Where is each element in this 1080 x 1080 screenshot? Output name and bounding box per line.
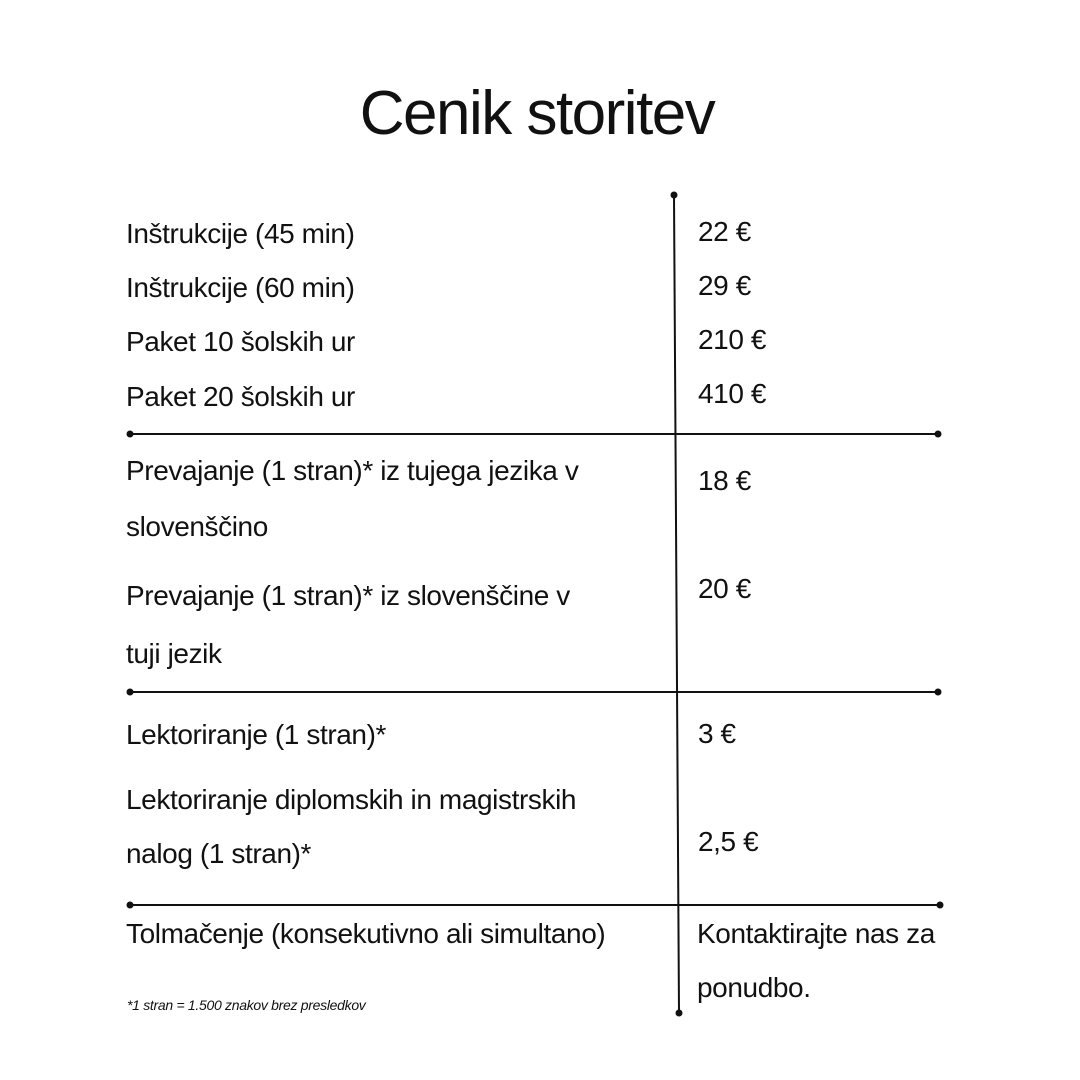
price-value: Kontaktirajte nas za [697,918,935,949]
divider-end-dot [127,902,134,909]
divider-end-dot [935,431,942,438]
price-value: 410 € [698,378,767,409]
vertical-divider [674,195,679,1013]
service-label: tuji jezik [126,638,222,669]
divider-end-dot [676,1010,683,1017]
divider-end-dot [935,689,942,696]
price-value: ponudbo. [697,972,811,1003]
service-label: slovenščino [126,511,268,542]
divider-end-dot [937,902,944,909]
divider-end-dot [127,431,134,438]
divider-end-dot [127,689,134,696]
service-label: Inštrukcije (60 min) [126,272,355,303]
footnote: *1 stran = 1.500 znakov brez presledkov [127,997,366,1013]
service-label: Lektoriranje diplomskih in magistrskih [126,784,577,815]
price-value: 18 € [698,465,751,496]
price-value: 29 € [698,270,751,301]
price-value: 2,5 € [698,826,759,857]
service-label: Tolmačenje (konsekutivno ali simultano) [126,918,606,949]
service-label: Inštrukcije (45 min) [126,218,355,249]
divider-end-dot [671,192,678,199]
service-label: Prevajanje (1 stran)* iz tujega jezika v [126,455,579,486]
service-label: nalog (1 stran)* [126,838,312,869]
service-label: Paket 20 šolskih ur [126,381,355,412]
price-value: 20 € [698,573,751,604]
service-label: Paket 10 šolskih ur [126,326,355,357]
price-value: 3 € [698,718,736,749]
page-title: Cenik storitev [359,79,715,148]
service-label: Prevajanje (1 stran)* iz slovenščine v [126,580,570,611]
service-label: Lektoriranje (1 stran)* [126,719,387,750]
price-value: 210 € [698,324,767,355]
price-value: 22 € [698,216,751,247]
